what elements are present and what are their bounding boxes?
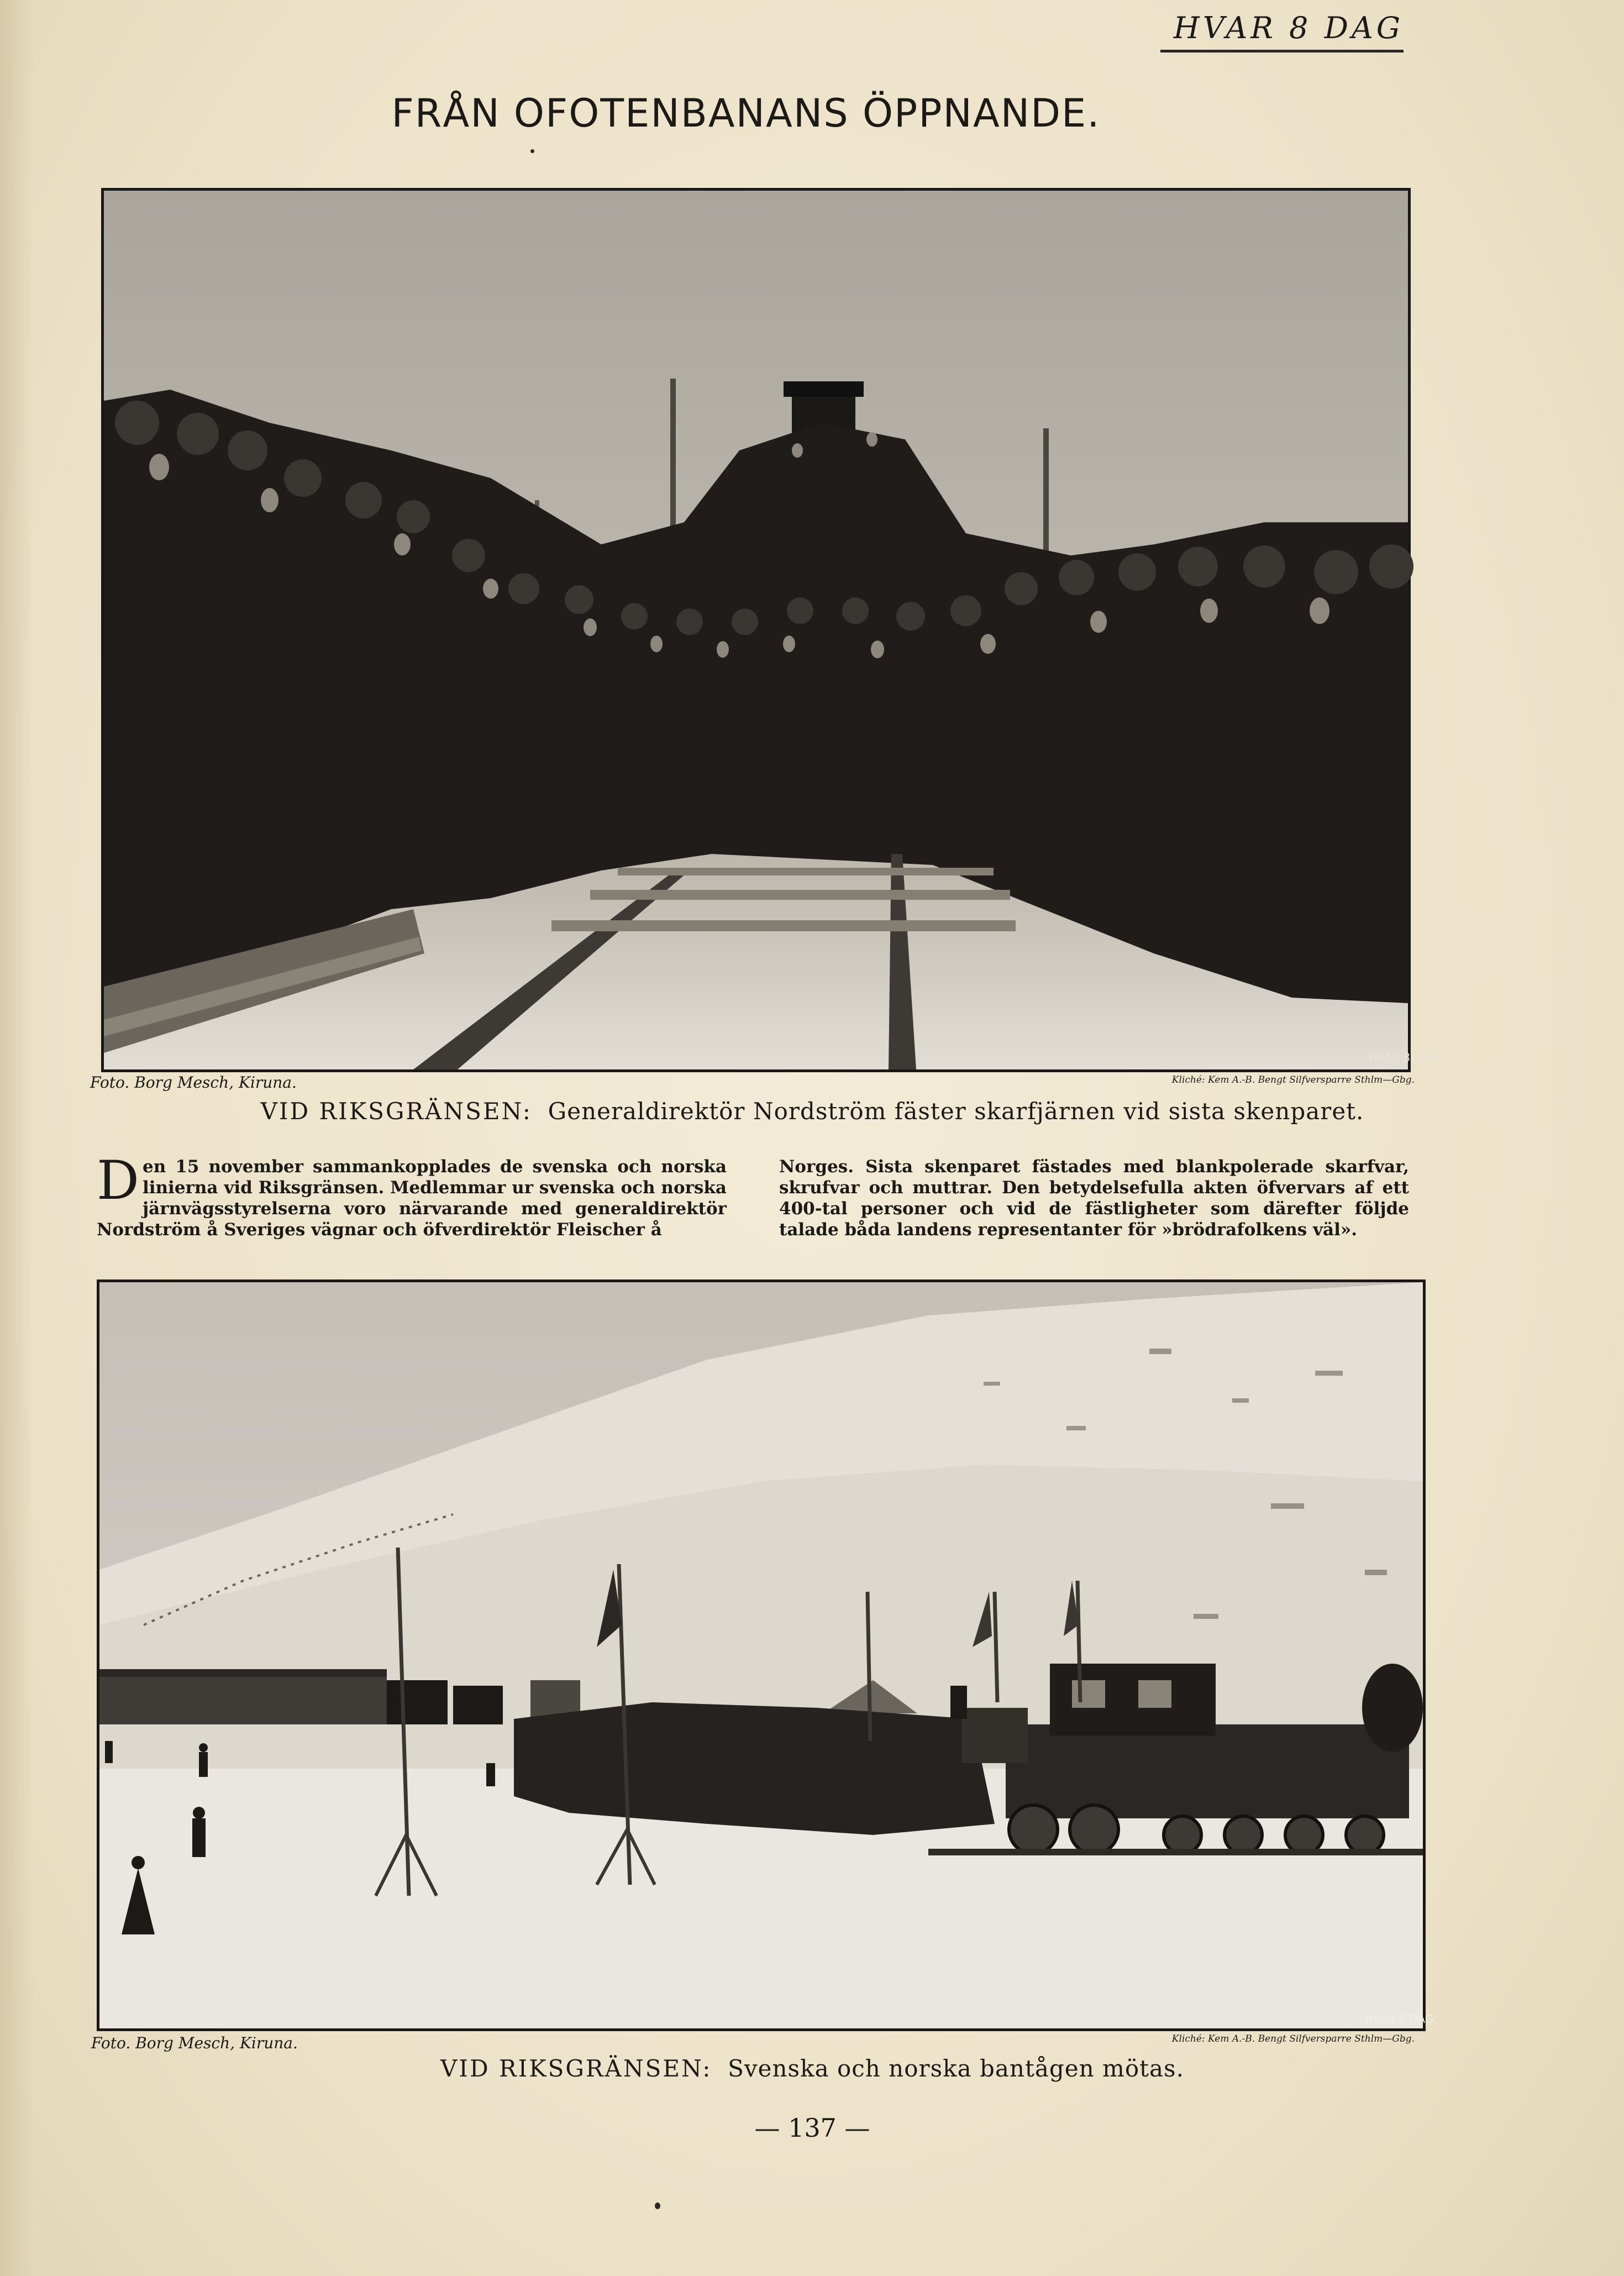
- photo1-caption: [122, 1097, 1503, 1126]
- photo2-caption: [122, 2054, 1503, 2083]
- article-column-1: [97, 1150, 727, 1240]
- photo2-caption-prefix: VID RIKSGRÄNSEN:: [440, 2055, 712, 2082]
- photo2-credit: Foto. Borg Mesch, Kiruna.: [91, 2034, 298, 2052]
- svg-text:HVAR 8 DAG.: HVAR 8 DAG.: [1365, 2012, 1437, 2026]
- page-number: — 137 —: [754, 2113, 870, 2143]
- svg-text:HVAR 8 DAG.: HVAR 8 DAG.: [1369, 1051, 1442, 1064]
- photo1-cliche: Kliché: Kem A.-B. Bengt Silfversparre Sthlm—Gbg.: [1171, 1074, 1415, 1085]
- photo2-cliche: Kliché: Kem A.-B. Bengt Silfversparre Sthlm—Gbg.: [1171, 2033, 1415, 2044]
- photo-ceremony: [101, 188, 1442, 1072]
- photo-ceremony-railway-group-icon: [104, 191, 1442, 1069]
- photo-trains: [97, 1279, 1437, 2031]
- page-headline: FRÅN OFOTENBANANS ÖPPNANDE.: [391, 91, 1101, 136]
- print-speck: [530, 149, 534, 153]
- article-dropcap: D: [97, 1150, 139, 1212]
- photo1-caption-prefix: VID RIKSGRÄNSEN:: [260, 1098, 532, 1125]
- running-head: HVAR 8 DAG: [1160, 11, 1404, 53]
- photo1-credit: Foto. Borg Mesch, Kiruna.: [90, 1073, 297, 1092]
- article-column-2: Norges. Sista skenparet fästades med blankpolerade skarfvar, skrufvar och muttrar. Den betydelsefulla akten öfvervars af ett 400-tal personer och vid de fästligheter som därefter följde talade båda landens representanter för »brödrafolkens väl».: [779, 1157, 1409, 1240]
- page-edge-shadow: [0, 0, 33, 2276]
- photo1-caption-text: Generaldirektör Nordström fäster skarfjärnen vid sista skenparet.: [548, 1098, 1364, 1125]
- article-column-1-text: en 15 november sammankopplades de svenska och norska linierna vid Riksgränsen. Medlemmar ur svenska och norska järnvägsstyrelserna voro närvarande med generaldirektör Nordström å Sveriges vägnar och öfverdirektör Fleischer å: [97, 1157, 727, 1240]
- photo2-caption-text: Svenska och norska bantågen mötas.: [728, 2055, 1184, 2082]
- print-speck: [655, 2202, 660, 2209]
- photo-trains-meeting-snow-icon: [99, 1282, 1437, 2028]
